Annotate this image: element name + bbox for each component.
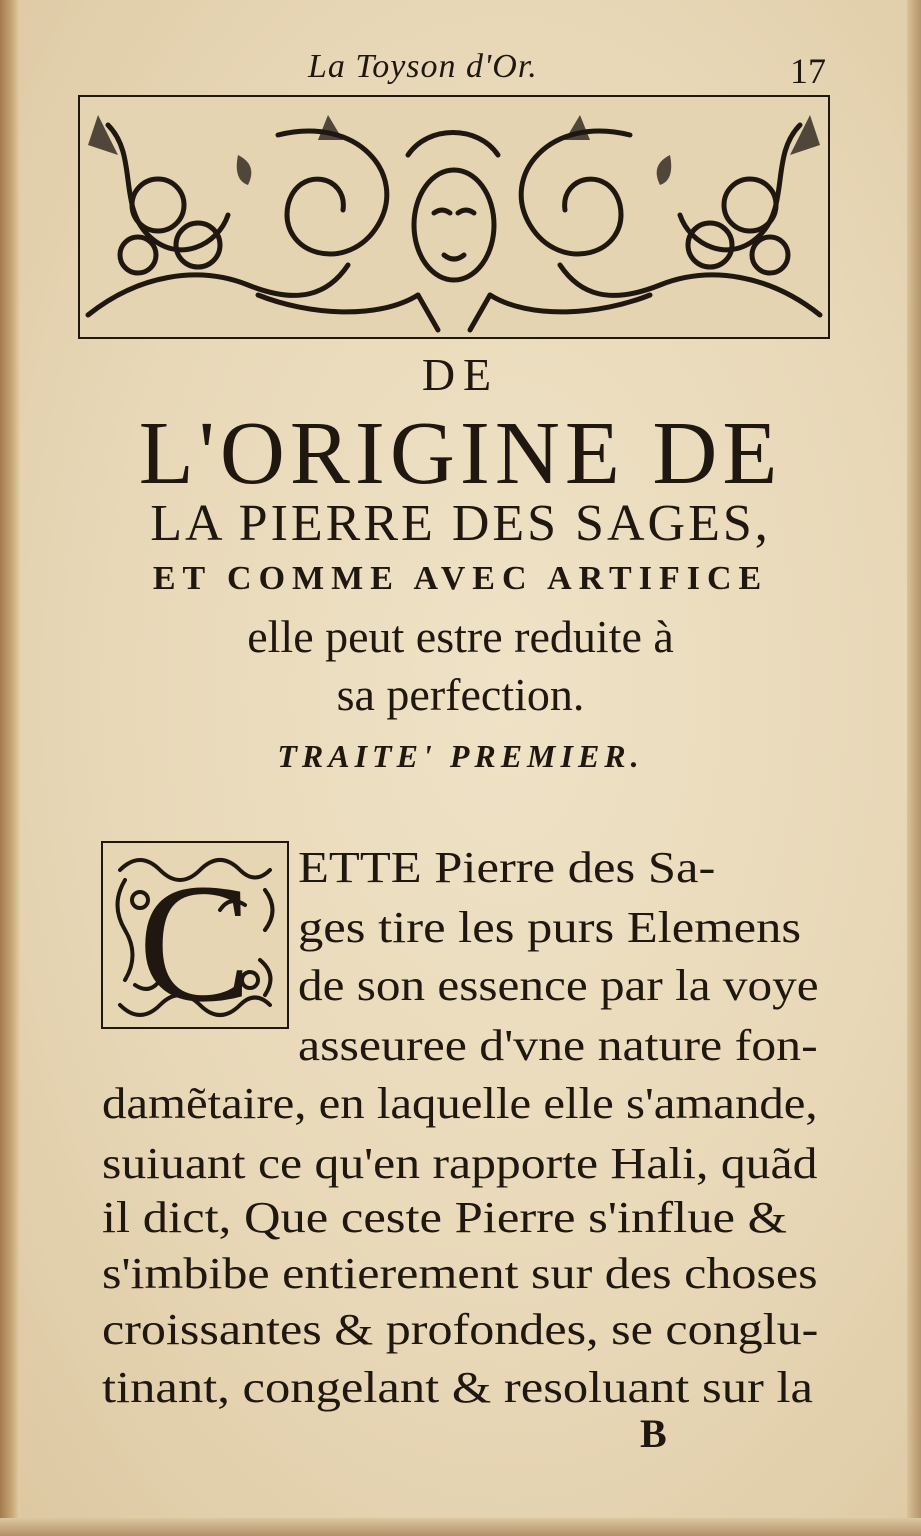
body-line: tinant, congelant & resoluant sur la <box>102 1363 814 1412</box>
body-line: asseuree d'vne nature fon- <box>298 1021 818 1070</box>
title-line-elle: elle peut estre reduite à <box>247 611 674 662</box>
running-head <box>0 48 921 98</box>
running-title: La Toyson d'Or. <box>308 48 538 85</box>
decorated-initial-c <box>100 840 290 1030</box>
body-line: damẽtaire, en laquelle elle s'amande, <box>102 1079 818 1128</box>
body-line: s'imbibe entierement sur des choses <box>102 1249 818 1298</box>
body-line: de son essence par la voye <box>298 961 819 1010</box>
treatise-heading: TRAITE' PREMIER. <box>277 738 644 774</box>
title-line-perfection: sa perfection. <box>336 669 585 720</box>
page-number: 17 <box>790 51 826 91</box>
body-line: suiuant ce qu'en rapporte Hali, quãd <box>102 1139 818 1188</box>
title-line-de: DE <box>421 349 500 400</box>
title-line-pierre: LA PIERRE DES SAGES, <box>150 495 771 552</box>
body-line: ETTE Pierre des Sa- <box>298 843 716 892</box>
title-line-origine: L'ORIGINE DE <box>138 404 783 503</box>
page-edge-bottom <box>0 1518 921 1536</box>
initial-letter: C <box>138 849 252 1030</box>
body-line: il dict, Que ceste Pierre s'influe & <box>102 1193 787 1242</box>
woodcut-headpiece-ornament <box>78 95 830 339</box>
body-line: ges tire les purs Elemens <box>298 903 802 952</box>
body-line: croissantes & profondes, se conglu- <box>102 1305 819 1354</box>
title-line-comme: ET COMME AVEC ARTIFICE <box>152 560 769 597</box>
signature-mark: B <box>640 1411 667 1456</box>
